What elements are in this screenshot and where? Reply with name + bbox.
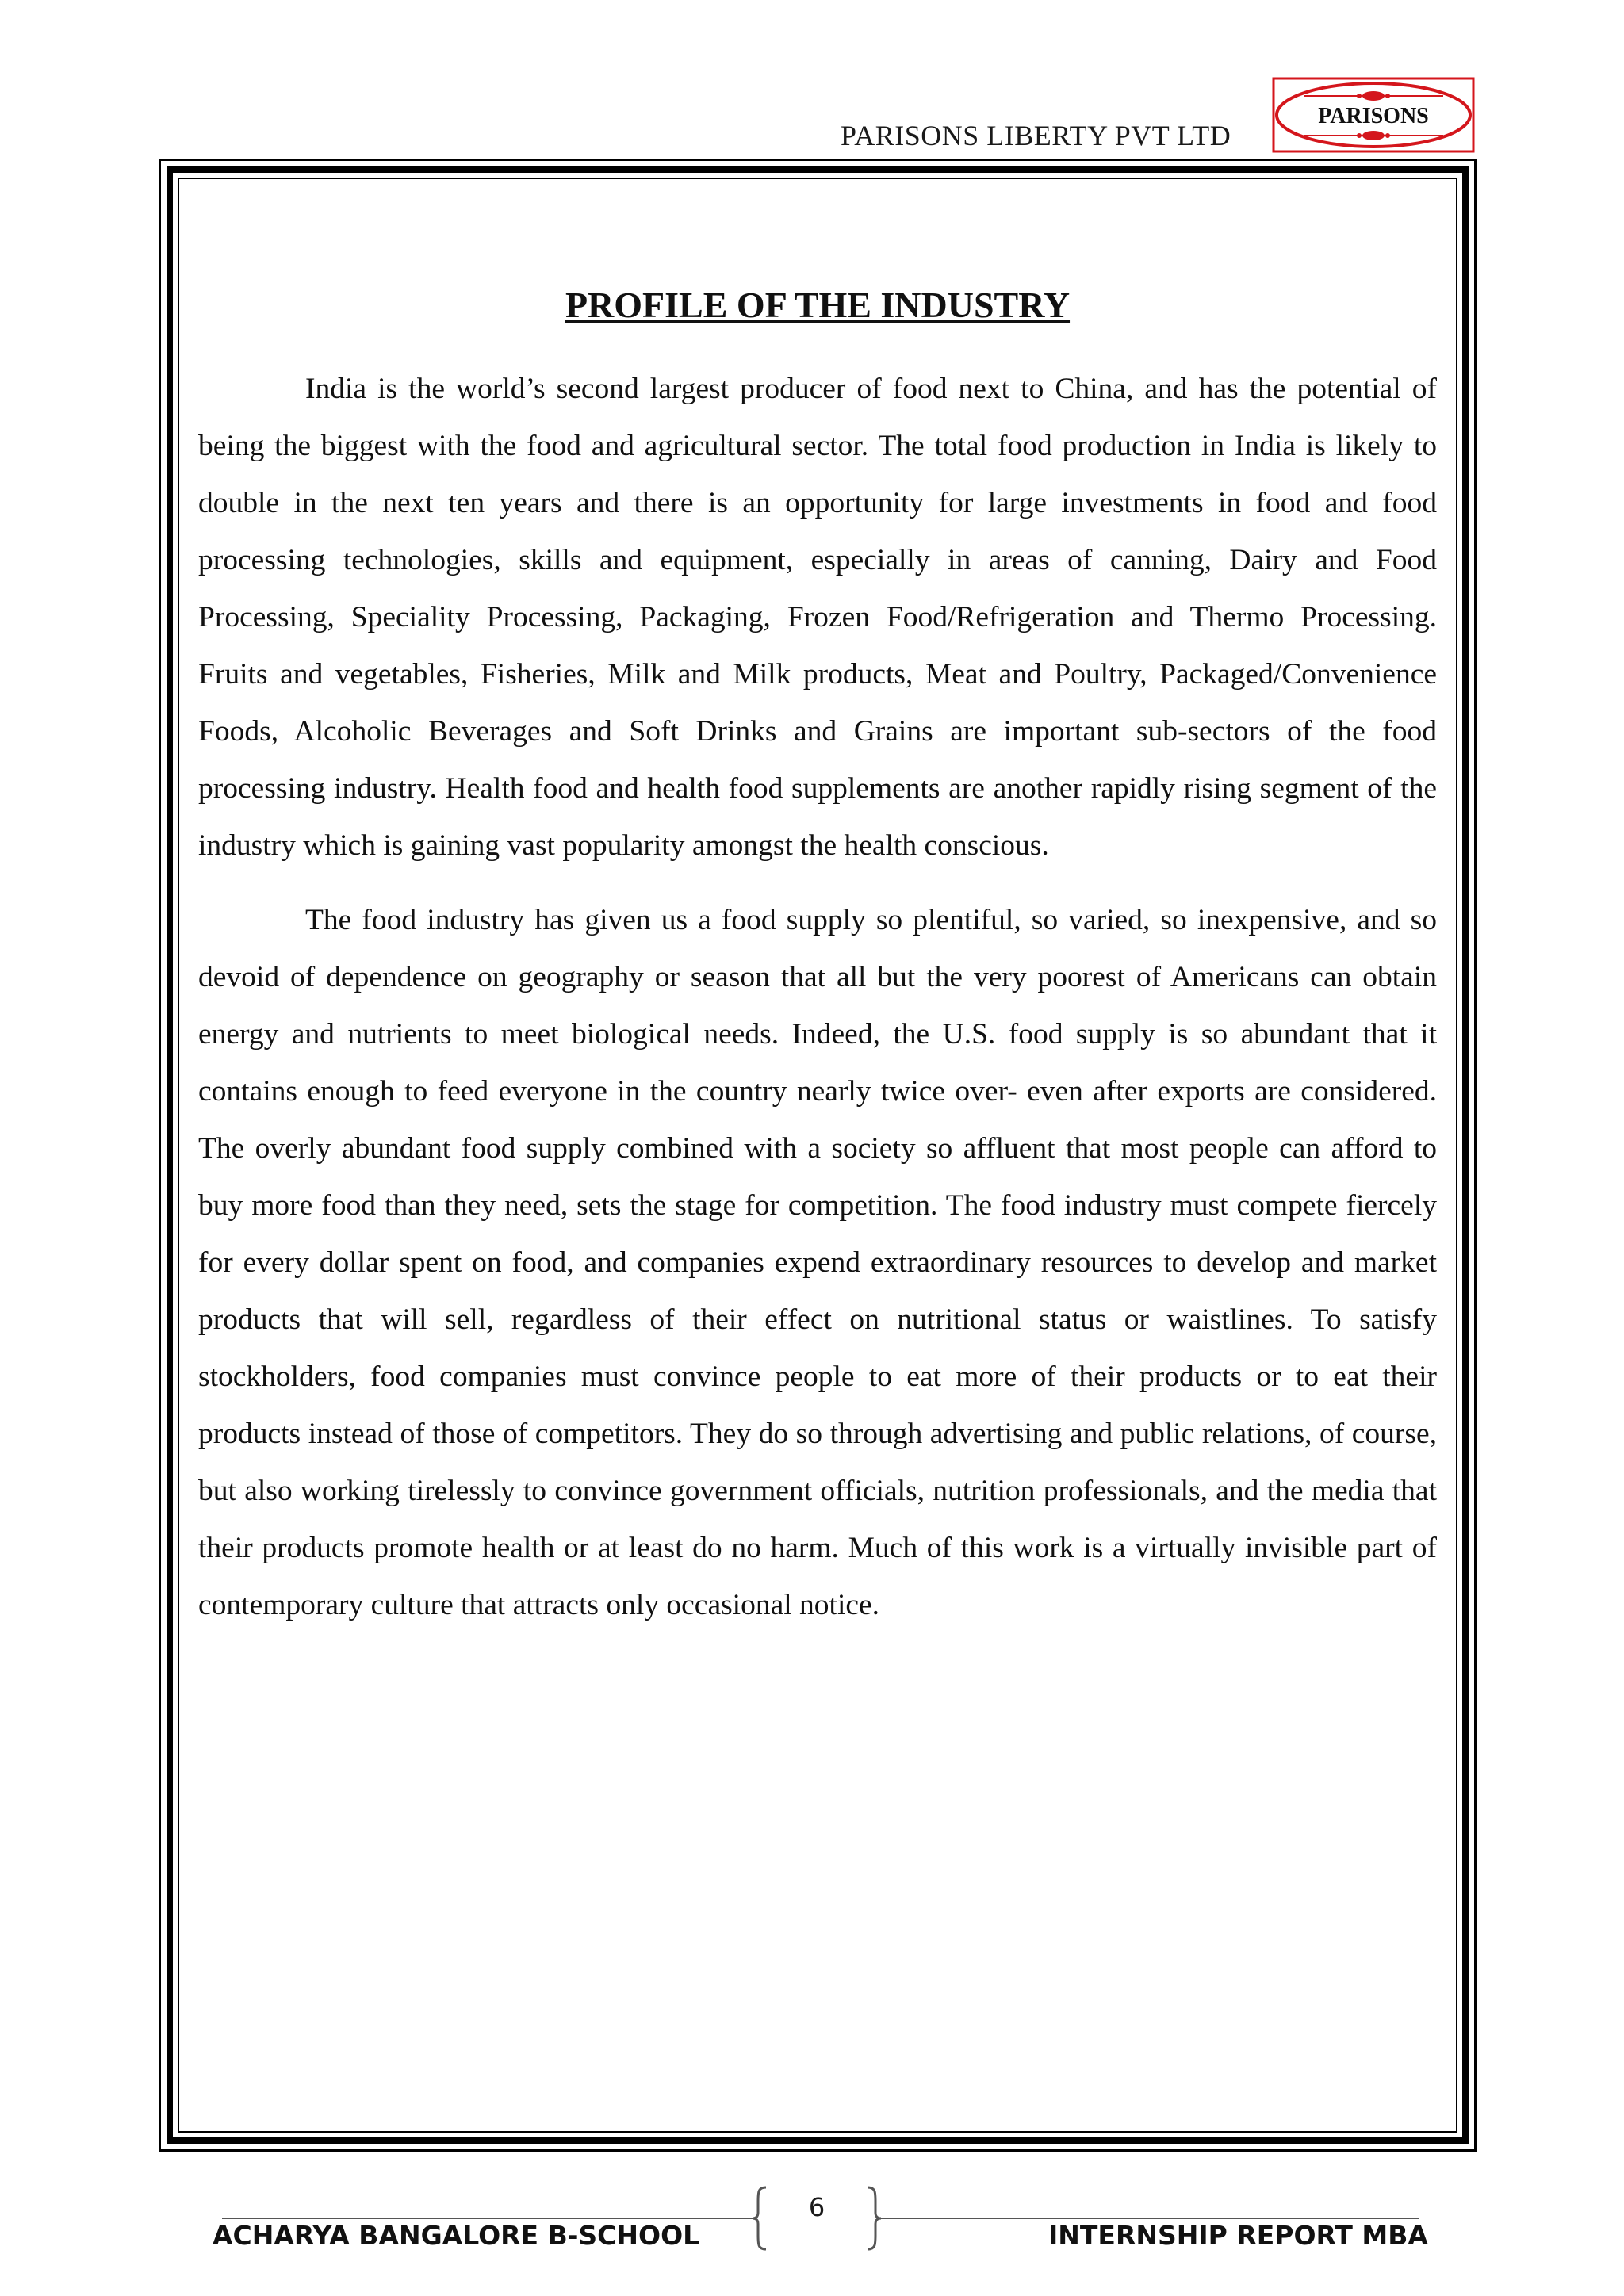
- document-body: [198, 281, 1437, 1651]
- header-company-name: PARISONS LIBERTY PVT LTD: [841, 120, 1231, 151]
- footer-rule-right: [880, 2218, 1419, 2219]
- page-number-bracket-right: [866, 2186, 882, 2251]
- page-number-bracket-left: [752, 2186, 768, 2251]
- page-number: 6: [808, 2192, 825, 2222]
- parisons-logo: [1272, 77, 1475, 153]
- paragraph-1: India is the world’s second largest producer of food next to China, and has the potential of being the biggest with the food and agricultural sector. The total food production in India is likely to double in the next ten years and there is an opportunity for large investments in food and food processing technologies, skills and equipment, especially in areas of canning, Dairy and Food Processing, Speciality Processing, Packaging, Frozen Food/Refrigeration and Thermo Processing. Fruits and vegetables, Fisheries, Milk and Milk products, Meat and Poultry, Packaged/Convenience Foods, Alcoholic Beverages and Soft Drinks and Grains are important sub-sectors of the food processing industry. Health food and health food supplements are another rapidly rising segment of the industry which is gaining vast popularity amongst the health conscious.: [198, 373, 1437, 862]
- logo-text: PARISONS: [1318, 104, 1429, 128]
- page-title: PROFILE OF THE INDUSTRY: [565, 285, 1071, 325]
- footer-report-title: INTERNSHIP REPORT MBA: [1048, 2220, 1428, 2251]
- footer-school-name: ACHARYA BANGALORE B-SCHOOL: [213, 2220, 700, 2251]
- paragraph-2: The food industry has given us a food supply so plentiful, so varied, so inexpensive, and so devoid of dependence on geography or season that all but the very poorest of Americans can obtain energy and nutrients to meet biological needs. Indeed, the U.S. food supply is so abundant that it contains enough to feed everyone in the country nearly twice over- even after exports are considered. The overly abundant food supply combined with a society so affluent that most people can afford to buy more food than they need, sets the stage for competition. The food industry must compete fiercely for every dollar spent on food, and companies expend extraordinary resources to develop and market products that will sell, regardless of their effect on nutritional status or waistlines. To satisfy stockholders, food companies must convince people to eat more of their products or to eat their products instead of those of competitors. They do so through advertising and public relations, of course, but also working tirelessly to convince government officials, nutrition professionals, and the media that their products promote health or at least do no harm. Much of this work is a virtually invisible part of contemporary culture that attracts only occasional notice.: [198, 904, 1437, 1621]
- footer-rule-left: [222, 2218, 753, 2219]
